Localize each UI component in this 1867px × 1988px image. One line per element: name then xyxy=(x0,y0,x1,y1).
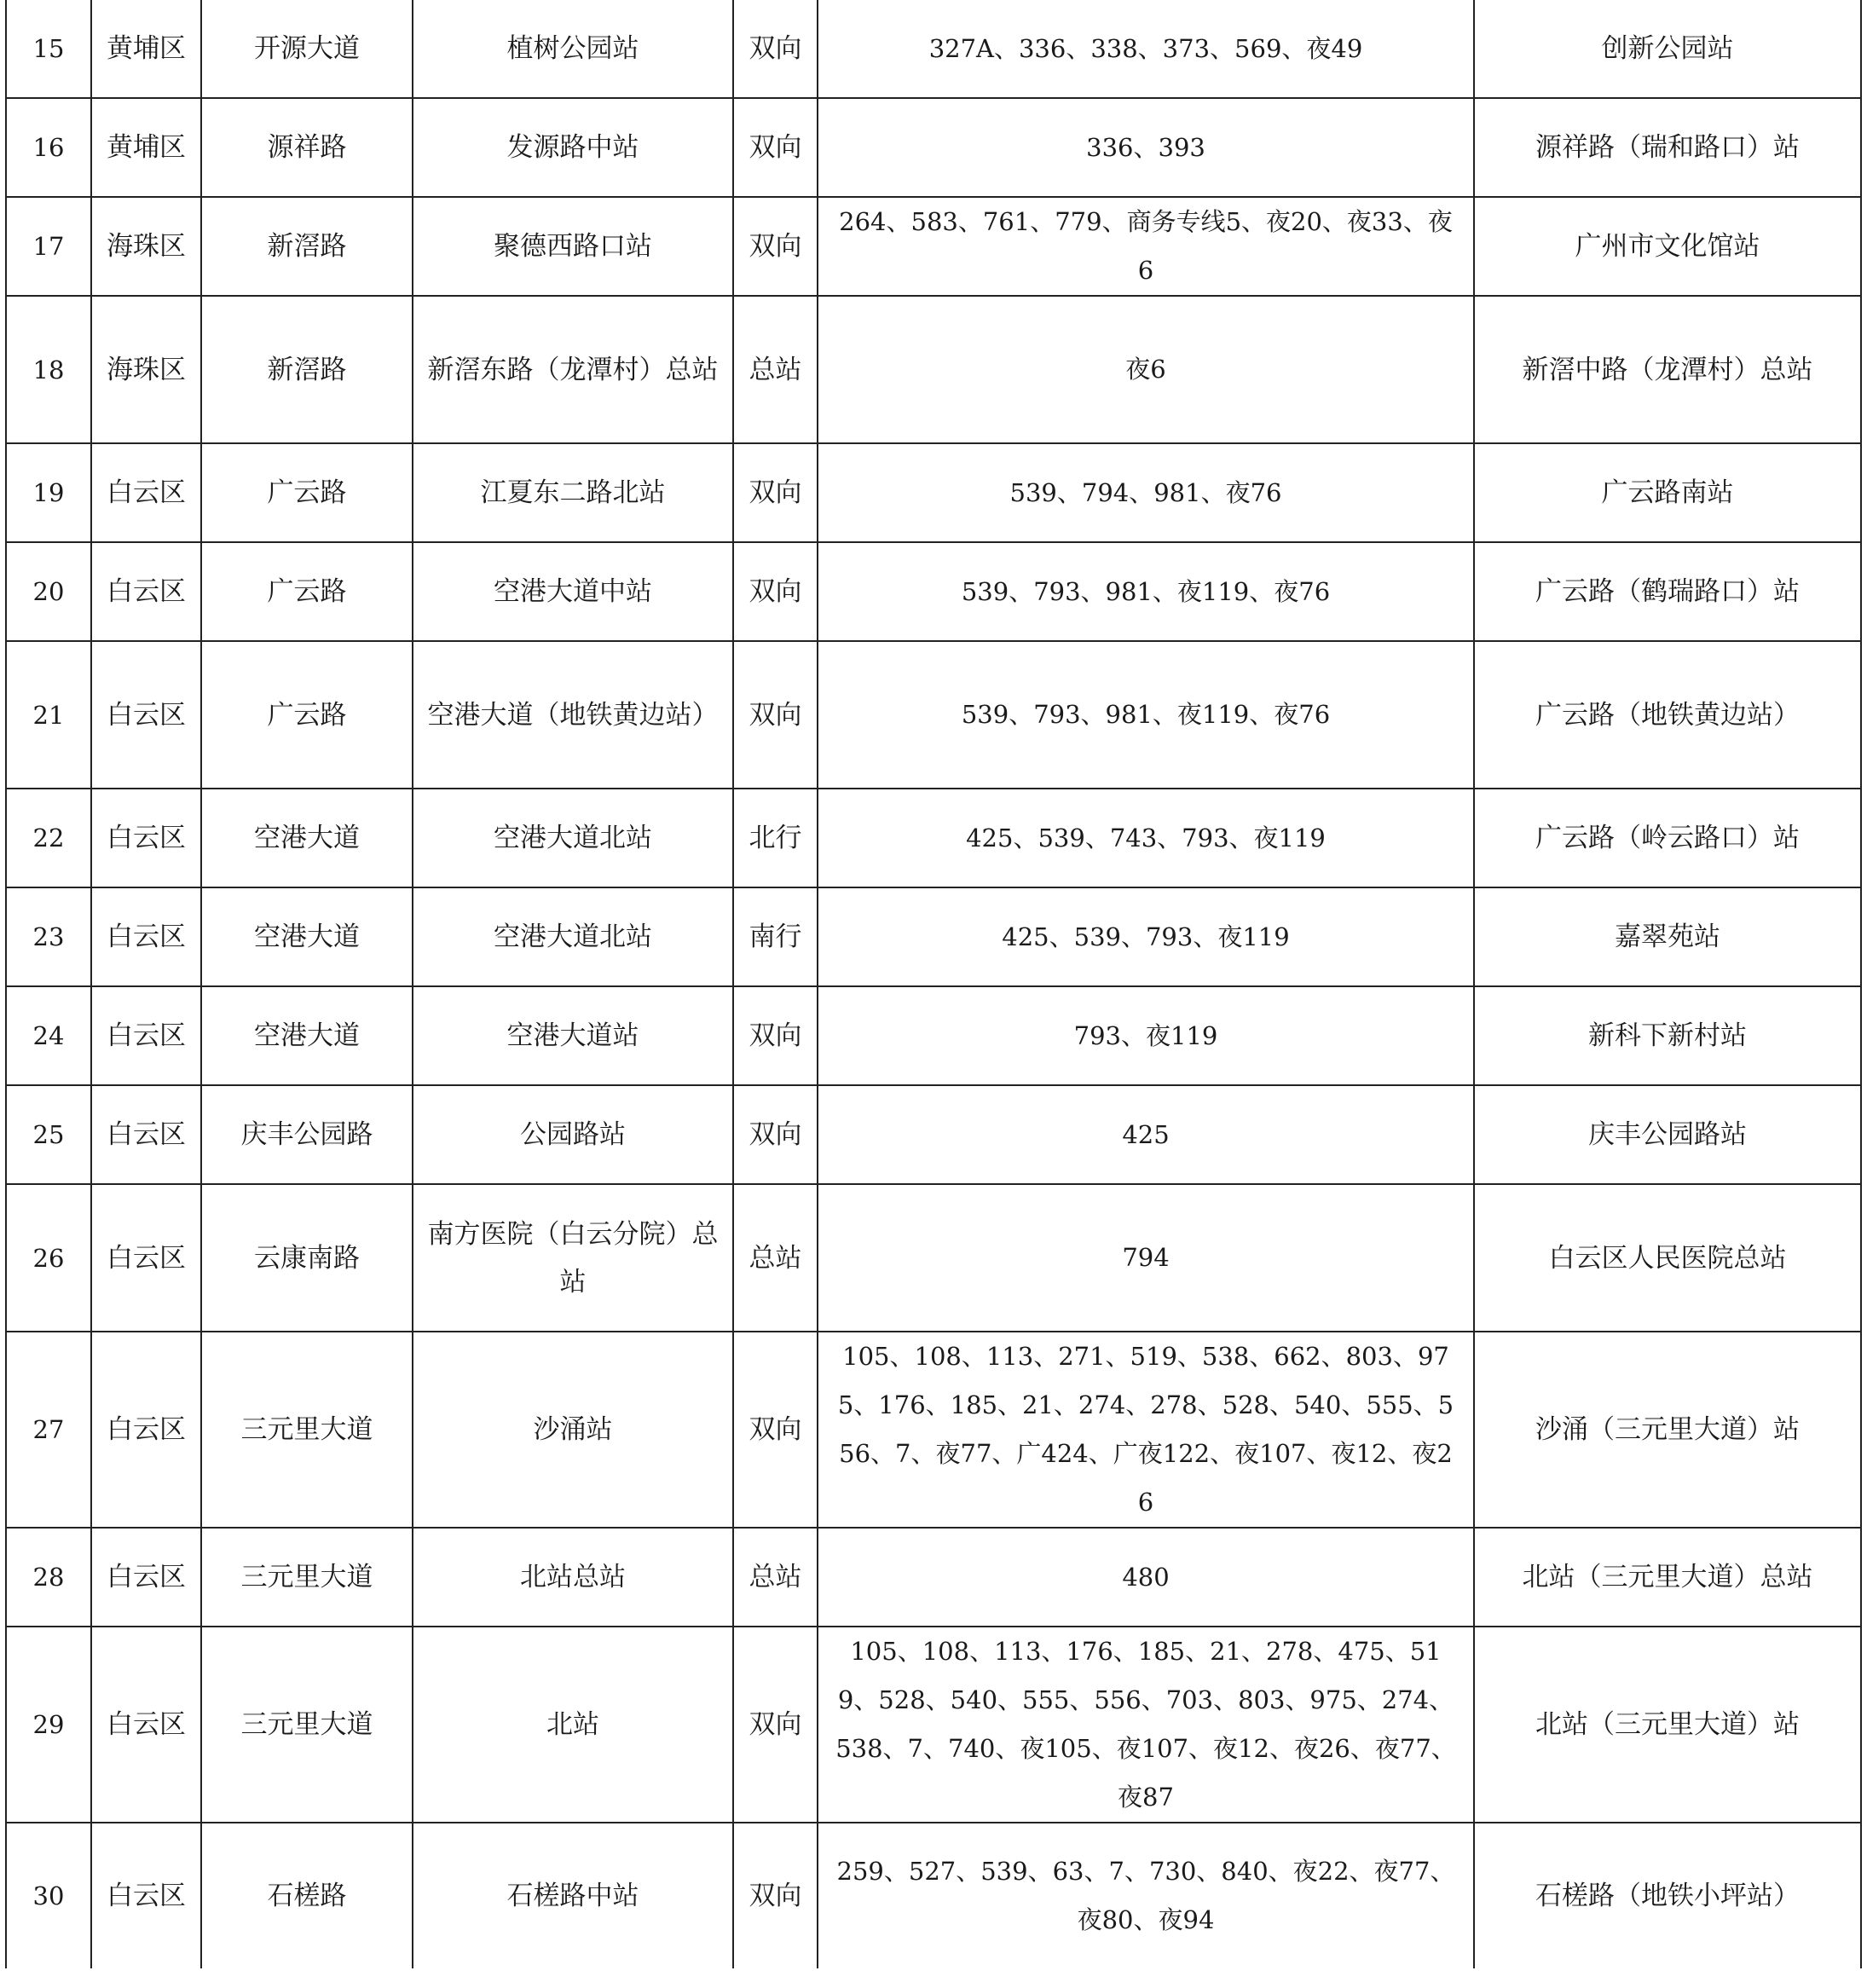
new-stop-name-cell: 新科下新村站 xyxy=(1474,986,1861,1085)
district-cell: 白云区 xyxy=(91,1627,201,1823)
stop-name-cell: 空港大道站 xyxy=(413,986,733,1085)
table-row xyxy=(6,542,1861,641)
table-row xyxy=(6,197,1861,296)
row-number: 30 xyxy=(6,1823,91,1968)
stop-name-cell: 江夏东二路北站 xyxy=(413,443,733,542)
new-stop-name-cell: 广州市文化馆站 xyxy=(1474,197,1861,296)
direction-cell: 南行 xyxy=(733,887,818,986)
road-cell: 云康南路 xyxy=(201,1184,413,1332)
row-number: 20 xyxy=(6,542,91,641)
stop-name-cell: 空港大道中站 xyxy=(413,542,733,641)
stop-name-cell: 沙涌站 xyxy=(413,1332,733,1528)
direction-cell: 总站 xyxy=(733,1528,818,1627)
routes-cell: 425、539、743、793、夜119 xyxy=(818,789,1474,887)
table-row xyxy=(6,641,1861,789)
stop-name-cell: 空港大道（地铁黄边站） xyxy=(413,641,733,789)
table-row xyxy=(6,443,1861,542)
stop-name-cell: 北站总站 xyxy=(413,1528,733,1627)
direction-cell: 北行 xyxy=(733,789,818,887)
routes-cell: 539、794、981、夜76 xyxy=(818,443,1474,542)
table-row xyxy=(6,98,1861,197)
row-number: 16 xyxy=(6,98,91,197)
row-number: 25 xyxy=(6,1085,91,1184)
table-row xyxy=(6,1823,1861,1968)
direction-cell: 双向 xyxy=(733,542,818,641)
new-stop-name-cell: 源祥路（瑞和路口）站 xyxy=(1474,98,1861,197)
road-cell: 源祥路 xyxy=(201,98,413,197)
district-cell: 白云区 xyxy=(91,887,201,986)
road-cell: 石槎路 xyxy=(201,1823,413,1968)
district-cell: 白云区 xyxy=(91,1085,201,1184)
direction-cell: 双向 xyxy=(733,641,818,789)
stop-name-cell: 石槎路中站 xyxy=(413,1823,733,1968)
new-stop-name-cell: 广云路（岭云路口）站 xyxy=(1474,789,1861,887)
road-cell: 空港大道 xyxy=(201,887,413,986)
new-stop-name-cell: 广云路（地铁黄边站） xyxy=(1474,641,1861,789)
routes-cell: 425 xyxy=(818,1085,1474,1184)
routes-cell: 793、夜119 xyxy=(818,986,1474,1085)
bus-stop-table-page xyxy=(5,0,1860,1968)
new-stop-name-cell: 石槎路（地铁小坪站） xyxy=(1474,1823,1861,1968)
row-number: 24 xyxy=(6,986,91,1085)
direction-cell: 总站 xyxy=(733,1184,818,1332)
routes-cell: 259、527、539、63、7、730、840、夜22、夜77、夜80、夜94 xyxy=(818,1823,1474,1968)
table-row xyxy=(6,1184,1861,1332)
new-stop-name-cell: 白云区人民医院总站 xyxy=(1474,1184,1861,1332)
road-cell: 空港大道 xyxy=(201,789,413,887)
routes-cell: 105、108、113、271、519、538、662、803、975、176、185、21、274、278、528、540、555、556、7、夜77、广424、广夜122、夜107、夜12、夜26 xyxy=(818,1332,1474,1528)
table-row xyxy=(6,296,1861,443)
row-number: 17 xyxy=(6,197,91,296)
routes-cell: 105、108、113、176、185、21、278、475、519、528、540、555、556、703、803、975、274、538、7、740、夜105、夜107、夜12、夜26、夜77、夜87 xyxy=(818,1627,1474,1823)
district-cell: 白云区 xyxy=(91,443,201,542)
row-number: 21 xyxy=(6,641,91,789)
routes-cell: 夜6 xyxy=(818,296,1474,443)
new-stop-name-cell: 创新公园站 xyxy=(1474,0,1861,98)
new-stop-name-cell: 广云路南站 xyxy=(1474,443,1861,542)
row-number: 19 xyxy=(6,443,91,542)
direction-cell: 双向 xyxy=(733,98,818,197)
road-cell: 广云路 xyxy=(201,443,413,542)
road-cell: 广云路 xyxy=(201,641,413,789)
road-cell: 三元里大道 xyxy=(201,1332,413,1528)
row-number: 27 xyxy=(6,1332,91,1528)
routes-cell: 327A、336、338、373、569、夜49 xyxy=(818,0,1474,98)
road-cell: 三元里大道 xyxy=(201,1627,413,1823)
road-cell: 新滘路 xyxy=(201,197,413,296)
stop-name-cell: 南方医院（白云分院）总站 xyxy=(413,1184,733,1332)
district-cell: 白云区 xyxy=(91,1528,201,1627)
road-cell: 三元里大道 xyxy=(201,1528,413,1627)
road-cell: 开源大道 xyxy=(201,0,413,98)
direction-cell: 双向 xyxy=(733,1332,818,1528)
table-row xyxy=(6,887,1861,986)
direction-cell: 双向 xyxy=(733,1627,818,1823)
district-cell: 白云区 xyxy=(91,986,201,1085)
stop-name-cell: 空港大道北站 xyxy=(413,887,733,986)
district-cell: 白云区 xyxy=(91,1823,201,1968)
row-number: 22 xyxy=(6,789,91,887)
district-cell: 黄埔区 xyxy=(91,98,201,197)
routes-cell: 480 xyxy=(818,1528,1474,1627)
row-number: 29 xyxy=(6,1627,91,1823)
routes-cell: 539、793、981、夜119、夜76 xyxy=(818,641,1474,789)
new-stop-name-cell: 广云路（鹤瑞路口）站 xyxy=(1474,542,1861,641)
table-row xyxy=(6,789,1861,887)
row-number: 15 xyxy=(6,0,91,98)
stop-name-cell: 发源路中站 xyxy=(413,98,733,197)
table-row xyxy=(6,0,1861,98)
routes-cell: 539、793、981、夜119、夜76 xyxy=(818,542,1474,641)
new-stop-name-cell: 庆丰公园路站 xyxy=(1474,1085,1861,1184)
table-row xyxy=(6,1332,1861,1528)
row-number: 18 xyxy=(6,296,91,443)
direction-cell: 双向 xyxy=(733,1823,818,1968)
road-cell: 广云路 xyxy=(201,542,413,641)
district-cell: 白云区 xyxy=(91,789,201,887)
direction-cell: 双向 xyxy=(733,986,818,1085)
new-stop-name-cell: 嘉翠苑站 xyxy=(1474,887,1861,986)
district-cell: 海珠区 xyxy=(91,296,201,443)
road-cell: 空港大道 xyxy=(201,986,413,1085)
new-stop-name-cell: 北站（三元里大道）总站 xyxy=(1474,1528,1861,1627)
direction-cell: 双向 xyxy=(733,197,818,296)
table-row xyxy=(6,1085,1861,1184)
routes-cell: 336、393 xyxy=(818,98,1474,197)
routes-cell: 264、583、761、779、商务专线5、夜20、夜33、夜6 xyxy=(818,197,1474,296)
new-stop-name-cell: 沙涌（三元里大道）站 xyxy=(1474,1332,1861,1528)
stop-name-cell: 植树公园站 xyxy=(413,0,733,98)
bus-stop-rename-table xyxy=(5,0,1862,1968)
district-cell: 白云区 xyxy=(91,542,201,641)
road-cell: 新滘路 xyxy=(201,296,413,443)
direction-cell: 总站 xyxy=(733,296,818,443)
district-cell: 白云区 xyxy=(91,641,201,789)
routes-cell: 425、539、793、夜119 xyxy=(818,887,1474,986)
district-cell: 海珠区 xyxy=(91,197,201,296)
new-stop-name-cell: 新滘中路（龙潭村）总站 xyxy=(1474,296,1861,443)
table-row xyxy=(6,1627,1861,1823)
table-row xyxy=(6,1528,1861,1627)
district-cell: 黄埔区 xyxy=(91,0,201,98)
stop-name-cell: 聚德西路口站 xyxy=(413,197,733,296)
road-cell: 庆丰公园路 xyxy=(201,1085,413,1184)
row-number: 28 xyxy=(6,1528,91,1627)
stop-name-cell: 公园路站 xyxy=(413,1085,733,1184)
stop-name-cell: 空港大道北站 xyxy=(413,789,733,887)
row-number: 23 xyxy=(6,887,91,986)
direction-cell: 双向 xyxy=(733,1085,818,1184)
table-row xyxy=(6,986,1861,1085)
direction-cell: 双向 xyxy=(733,0,818,98)
new-stop-name-cell: 北站（三元里大道）站 xyxy=(1474,1627,1861,1823)
district-cell: 白云区 xyxy=(91,1184,201,1332)
row-number: 26 xyxy=(6,1184,91,1332)
routes-cell: 794 xyxy=(818,1184,1474,1332)
district-cell: 白云区 xyxy=(91,1332,201,1528)
direction-cell: 双向 xyxy=(733,443,818,542)
stop-name-cell: 北站 xyxy=(413,1627,733,1823)
stop-name-cell: 新滘东路（龙潭村）总站 xyxy=(413,296,733,443)
